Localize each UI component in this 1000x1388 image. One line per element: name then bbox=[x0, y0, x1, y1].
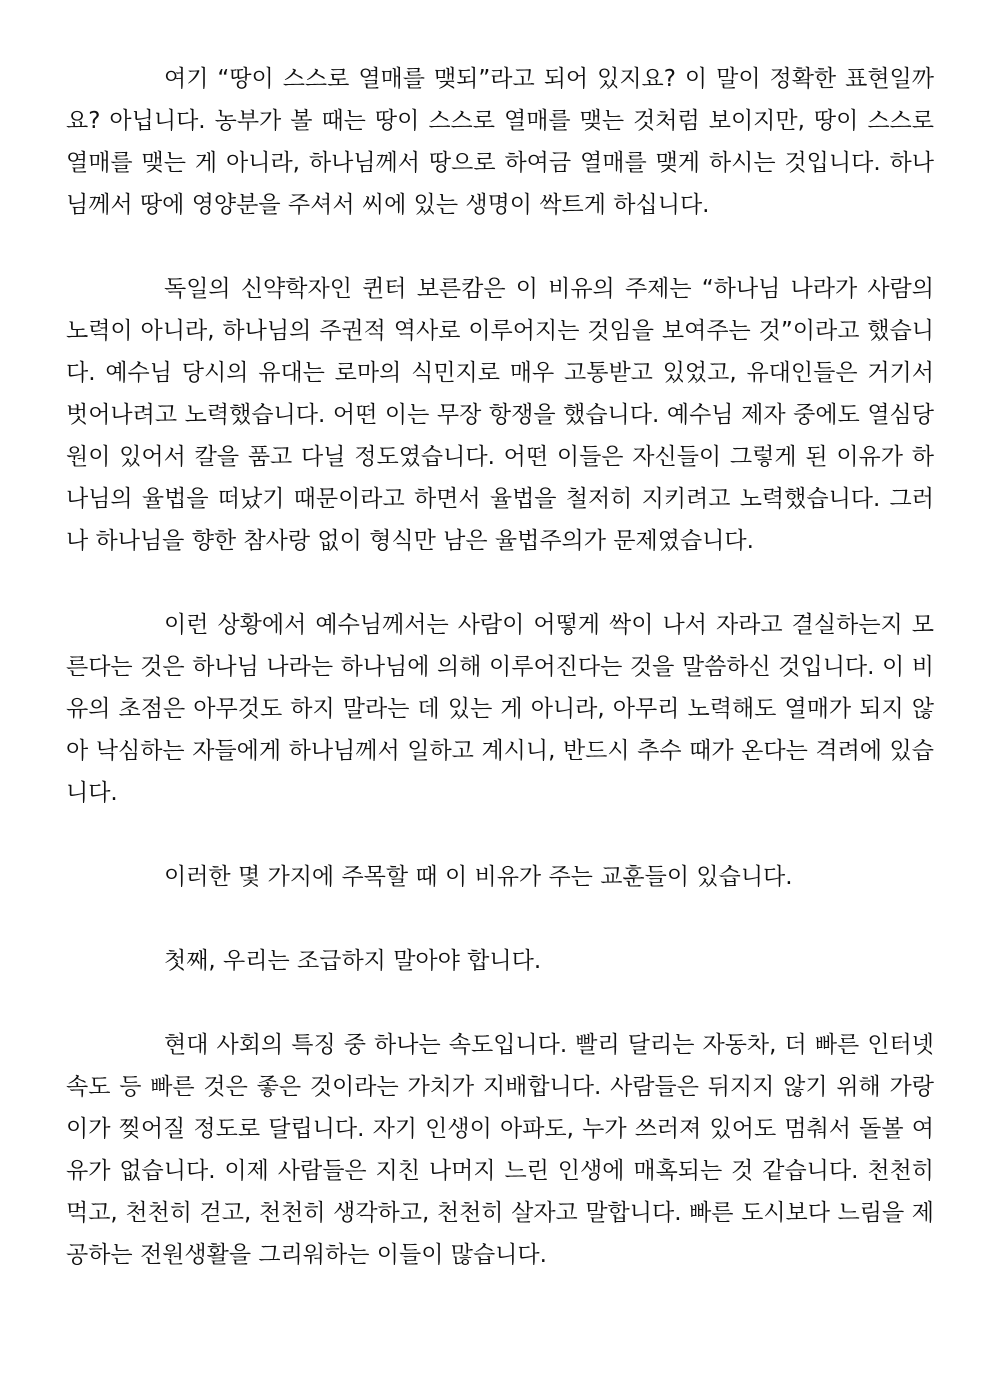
paragraph-first-lesson: 첫째, 우리는 조급하지 말아야 합니다. bbox=[164, 948, 542, 974]
paragraph-gap bbox=[66, 226, 934, 268]
paragraph-lessons-intro: 이러한 몇 가지에 주목할 때 이 비유가 주는 교훈들이 있습니다. bbox=[164, 864, 793, 890]
paragraph-gap bbox=[66, 814, 934, 856]
document-page bbox=[66, 58, 934, 1276]
paragraph-gap bbox=[66, 562, 934, 604]
paragraph-soil-bears-fruit: 여기 “땅이 스스로 열매를 맺되”라고 되어 있지요? 이 말이 정확한 표현일까요? 아닙니다. 농부가 볼 때는 땅이 스스로 열매를 맺는 것처럼 보이지만, 땅이 스스로 열매를 맺는 게 아니라, 하나님께서 땅으로 하여금 열매를 맺게 하시는 것입니다. 하나님께서 땅에 영양분을 주셔서 씨에 있는 생명이 싹트게 하십니다. bbox=[66, 66, 934, 218]
paragraph-bornkamm-theme: 독일의 신약학자인 퀸터 보른캄은 이 비유의 주제는 “하나님 나라가 사람의 노력이 아니라, 하나님의 주권적 역사로 이루어지는 것임을 보여주는 것”이라고 했습니다. 예수님 당시의 유대는 로마의 식민지로 매우 고통받고 있었고, 유대인들은 거기서 벗어나려고 노력했습니다. 어떤 이는 무장 항쟁을 했습니다. 예수님 제자 중에도 열심당원이 있어서 칼을 품고 다닐 정도였습니다. 어떤 이들은 자신들이 그렇게 된 이유가 하나님의 율법을 떠났기 때문이라고 하면서 율법을 철저히 지키려고 노력했습니다. 그러나 하나님을 향한 참사랑 없이 형식만 남은 율법주의가 문제였습니다. bbox=[66, 276, 934, 554]
paragraph-gap bbox=[66, 898, 934, 940]
paragraph-gap bbox=[66, 982, 934, 1024]
paragraph-parable-focus: 이런 상황에서 예수님께서는 사람이 어떻게 싹이 나서 자라고 결실하는지 모른다는 것은 하나님 나라는 하나님에 의해 이루어진다는 것을 말씀하신 것입니다. 이 비유의 초점은 아무것도 하지 말라는 데 있는 게 아니라, 아무리 노력해도 열매가 되지 않아 낙심하는 자들에게 하나님께서 일하고 계시니, 반드시 추수 때가 온다는 격려에 있습니다. bbox=[66, 612, 934, 806]
paragraph-modern-speed: 현대 사회의 특징 중 하나는 속도입니다. 빨리 달리는 자동차, 더 빠른 인터넷 속도 등 빠른 것은 좋은 것이라는 가치가 지배합니다. 사람들은 뒤지지 않기 위해 가랑이가 찢어질 정도로 달립니다. 자기 인생이 아파도, 누가 쓰러져 있어도 멈춰서 돌볼 여유가 없습니다. 이제 사람들은 지친 나머지 느린 인생에 매혹되는 것 같습니다. 천천히 먹고, 천천히 걷고, 천천히 생각하고, 천천히 살자고 말합니다. 빠른 도시보다 느림을 제공하는 전원생활을 그리워하는 이들이 많습니다. bbox=[66, 1032, 934, 1268]
